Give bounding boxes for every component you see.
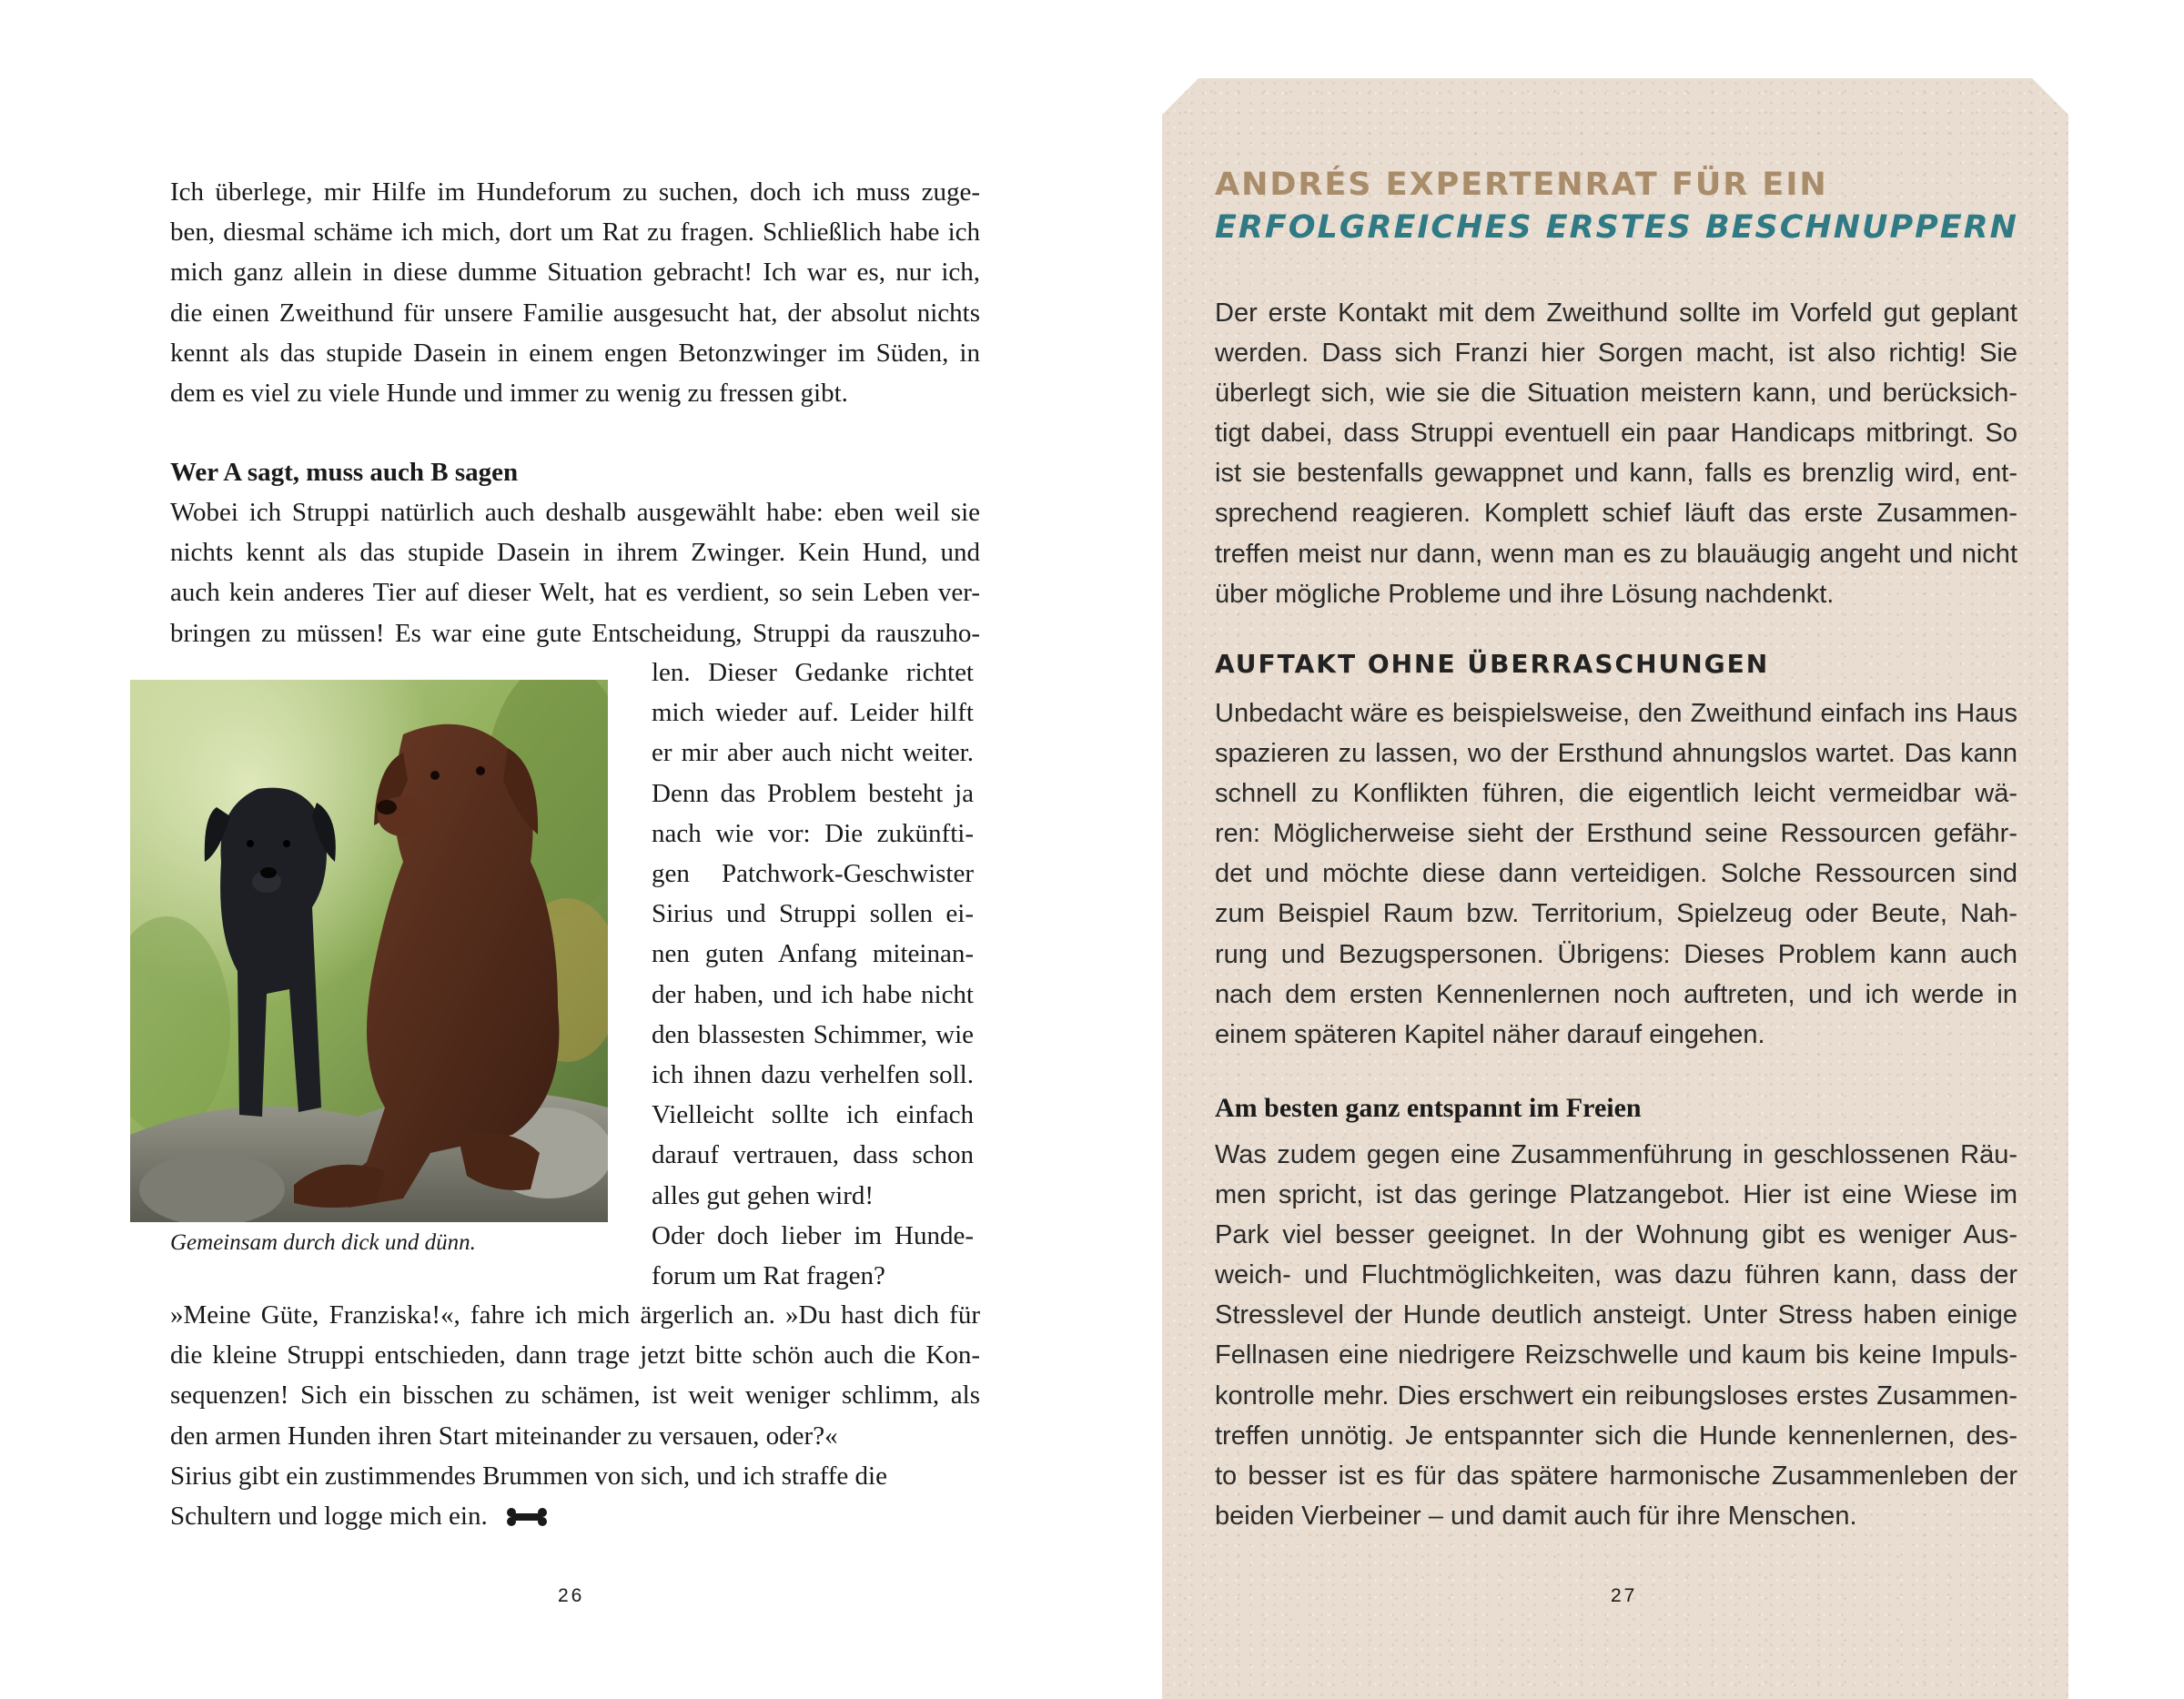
text-line: werden. Dass sich Franzi hier Sorgen macht, ist also richtig! Sie: [1215, 339, 2017, 369]
dog-bone-icon: [506, 1498, 548, 1538]
text-line-content: Schultern und logge mich ein.: [170, 1502, 488, 1532]
text-line: den armen Hunden ihren Start miteinander zu versauen, oder?«: [170, 1421, 838, 1451]
text-line: er mir aber auch nicht weiter.: [652, 738, 974, 768]
text-line: mich wieder auf. Leider hilft: [652, 698, 974, 728]
left-paragraph-1: [170, 172, 980, 413]
text-line: nen guten Anfang miteinan-: [652, 939, 974, 969]
text-line: ist sie bestenfalls gewappnet und kann, falls es brenzlig wird, ent-: [1215, 459, 2017, 489]
text-line: tigt dabei, dass Struppi eventuell ein paar Handicaps mitbringt. So: [1215, 419, 2017, 449]
left-paragraph-2: [170, 492, 980, 653]
text-line: kontrolle mehr. Dies erschwert ein reibungsloses erstes Zusammen-: [1215, 1380, 2017, 1411]
text-line: die kleine Struppi entschieden, dann trage jetzt bitte schön auch die Kon-: [170, 1340, 980, 1370]
text-line: Oder doch lieber im Hunde-: [652, 1220, 974, 1250]
text-line: treffen unnötig. Je entspannter sich die Hunde kennenlernen, des-: [1215, 1421, 2017, 1451]
section-heading: Wer A sagt, muss auch B sagen: [170, 458, 519, 487]
text-line: die einen Zweithund für unsere Familie ausgesucht hat, der absolut nichts: [170, 298, 980, 328]
text-line: ben, diesmal schäme ich mich, dort um Rat zu fragen. Schließlich habe ich: [170, 217, 980, 248]
left-heading: [170, 452, 980, 492]
text-line: überlegt sich, wie sie die Situation meistern kann, und berücksich-: [1215, 379, 2017, 409]
text-line: Vielleicht sollte ich einfach: [652, 1100, 974, 1130]
text-line: zum Beispiel Raum bzw. Territorium, Spielzeug oder Beute, Nah-: [1215, 899, 2017, 929]
panel-title-line-2: ERFOLGREICHES ERSTES BESCHNUPPERN: [1215, 209, 2018, 246]
text-line: Was zudem gegen eine Zusammenführung in geschlossenen Räu-: [1215, 1140, 2017, 1169]
panel-subheading-2: Am besten ganz entspannt im Freien: [1215, 1093, 1642, 1123]
text-line-last: [170, 1496, 980, 1538]
text-line: der haben, und ich habe nicht: [652, 979, 974, 1009]
text-line: Park viel besser geeignet. In der Wohnung gibt es weniger Aus-: [1215, 1220, 2017, 1250]
page-number-right: 27: [1611, 1585, 1638, 1606]
text-line: rung und Bezugspersonen. Übrigens: Dieses Problem kann auch: [1215, 939, 2017, 969]
text-line: sprechend reagieren. Komplett schief läuft das erste Zusammen-: [1215, 499, 2017, 529]
text-line: »Meine Güte, Franziska!«, fahre ich mich ärgerlich an. »Du hast dich für: [170, 1300, 980, 1330]
right-paragraph-3: [1215, 1135, 2017, 1536]
text-line: Ich überlege, mir Hilfe im Hundeforum zu suchen, doch ich muss zuge-: [170, 177, 980, 207]
text-line: nach wie vor: Die zukünfti-: [652, 818, 974, 848]
text-line: det und möchte diese dann verteidigen. Solche Ressourcen sind: [1215, 859, 2017, 889]
text-line: nach dem ersten Kennenlernen noch auftreten, und ich werde in: [1215, 979, 2017, 1009]
text-line: über mögliche Probleme und ihre Lösung nachdenkt.: [1215, 579, 1835, 609]
text-line: alles gut gehen wird!: [652, 1180, 875, 1210]
text-line: Unbedacht wäre es beispielsweise, den Zweithund einfach ins Haus: [1215, 699, 2017, 728]
text-line: Der erste Kontakt mit dem Zweithund sollte im Vorfeld gut geplant: [1215, 298, 2017, 328]
text-line: weich- und Fluchtmöglichkeiten, was dazu führen kann, dass der: [1215, 1260, 2017, 1290]
text-line: treffen meist nur dann, wenn man es zu blauäugig angeht und nicht: [1215, 539, 2017, 569]
text-line: to besser ist es für das spätere harmonische Zusammenleben der: [1215, 1461, 2017, 1491]
text-line: Denn das Problem besteht ja: [652, 778, 974, 808]
text-line: kennt als das stupide Dasein in einem engen Betonzwinger im Süden, in: [170, 338, 980, 368]
text-line: nichts kennt als das stupide Dasein in ihrem Zwinger. Kein Hund, und: [170, 538, 980, 568]
page-number-left: 26: [558, 1585, 585, 1606]
text-line: darauf vertrauen, dass schon: [652, 1140, 974, 1170]
text-line: einem späteren Kapitel näher darauf eingehen.: [1215, 1019, 1765, 1049]
text-line: Fellnasen eine niedrigere Reizschwelle und kaum bis keine Impuls-: [1215, 1340, 2017, 1370]
dogs-photo: [130, 680, 608, 1222]
panel-subheading-1: AUFTAKT OHNE ÜBERRASCHUNGEN: [1215, 649, 1770, 679]
photo-caption: Gemeinsam durch dick und dünn.: [170, 1230, 476, 1255]
text-line: beiden Vierbeiner – und damit auch für ihre Menschen.: [1215, 1501, 1857, 1531]
panel-title-line-1: ANDRÉS EXPERTENRAT FÜR EIN: [1215, 167, 1828, 203]
text-line: sequenzen! Sich ein bisschen zu schämen, ist weit weniger schlimm, als: [170, 1380, 980, 1411]
text-line: men spricht, ist das geringe Platzangebot. Hier ist eine Wiese im: [1215, 1180, 2017, 1210]
text-line: spazieren zu lassen, wo der Ersthund ahnungslos wartet. Das kann: [1215, 739, 2017, 769]
text-line: Wobei ich Struppi natürlich auch deshalb ausgewählt habe: eben weil sie: [170, 498, 980, 527]
text-line: Sirius gibt ein zustimmendes Brummen von sich, und ich straffe die: [170, 1461, 887, 1491]
left-narrow-column: [652, 652, 974, 1296]
right-paragraph-1: [1215, 293, 2017, 614]
text-line: len. Dieser Gedanke richtet: [652, 658, 974, 687]
text-line: schnell zu Konflikten führen, die eigentlich leicht vermeidbar wä-: [1215, 779, 2017, 809]
text-line: mich ganz allein in diese dumme Situation gebracht! Ich war es, nur ich,: [170, 258, 980, 288]
right-paragraph-2: [1215, 693, 2017, 1055]
text-line: gen Patchwork-Geschwister: [652, 859, 974, 889]
text-line: den blassesten Schimmer, wie: [652, 1019, 974, 1049]
text-line: forum um Rat fragen?: [652, 1261, 885, 1291]
text-line: bringen zu müssen! Es war eine gute Entscheidung, Struppi da rauszuho-: [170, 618, 980, 648]
text-line: dem es viel zu viele Hunde und immer zu wenig zu fressen gibt.: [170, 379, 848, 409]
text-line: Sirius und Struppi sollen ei-: [652, 899, 974, 929]
two-labradors-illustration: [130, 680, 608, 1222]
text-line: auch kein anderes Tier auf dieser Welt, hat es verdient, so sein Leben ver-: [170, 578, 980, 608]
text-line: ren: Möglicherweise sieht der Ersthund seine Ressourcen gefähr-: [1215, 819, 2017, 849]
text-line: ich ihnen dazu verhelfen soll.: [652, 1060, 974, 1090]
text-line: Stresslevel der Hunde deutlich ansteigt. Unter Stress haben einige: [1215, 1300, 2017, 1330]
left-paragraph-3: [170, 1295, 980, 1538]
